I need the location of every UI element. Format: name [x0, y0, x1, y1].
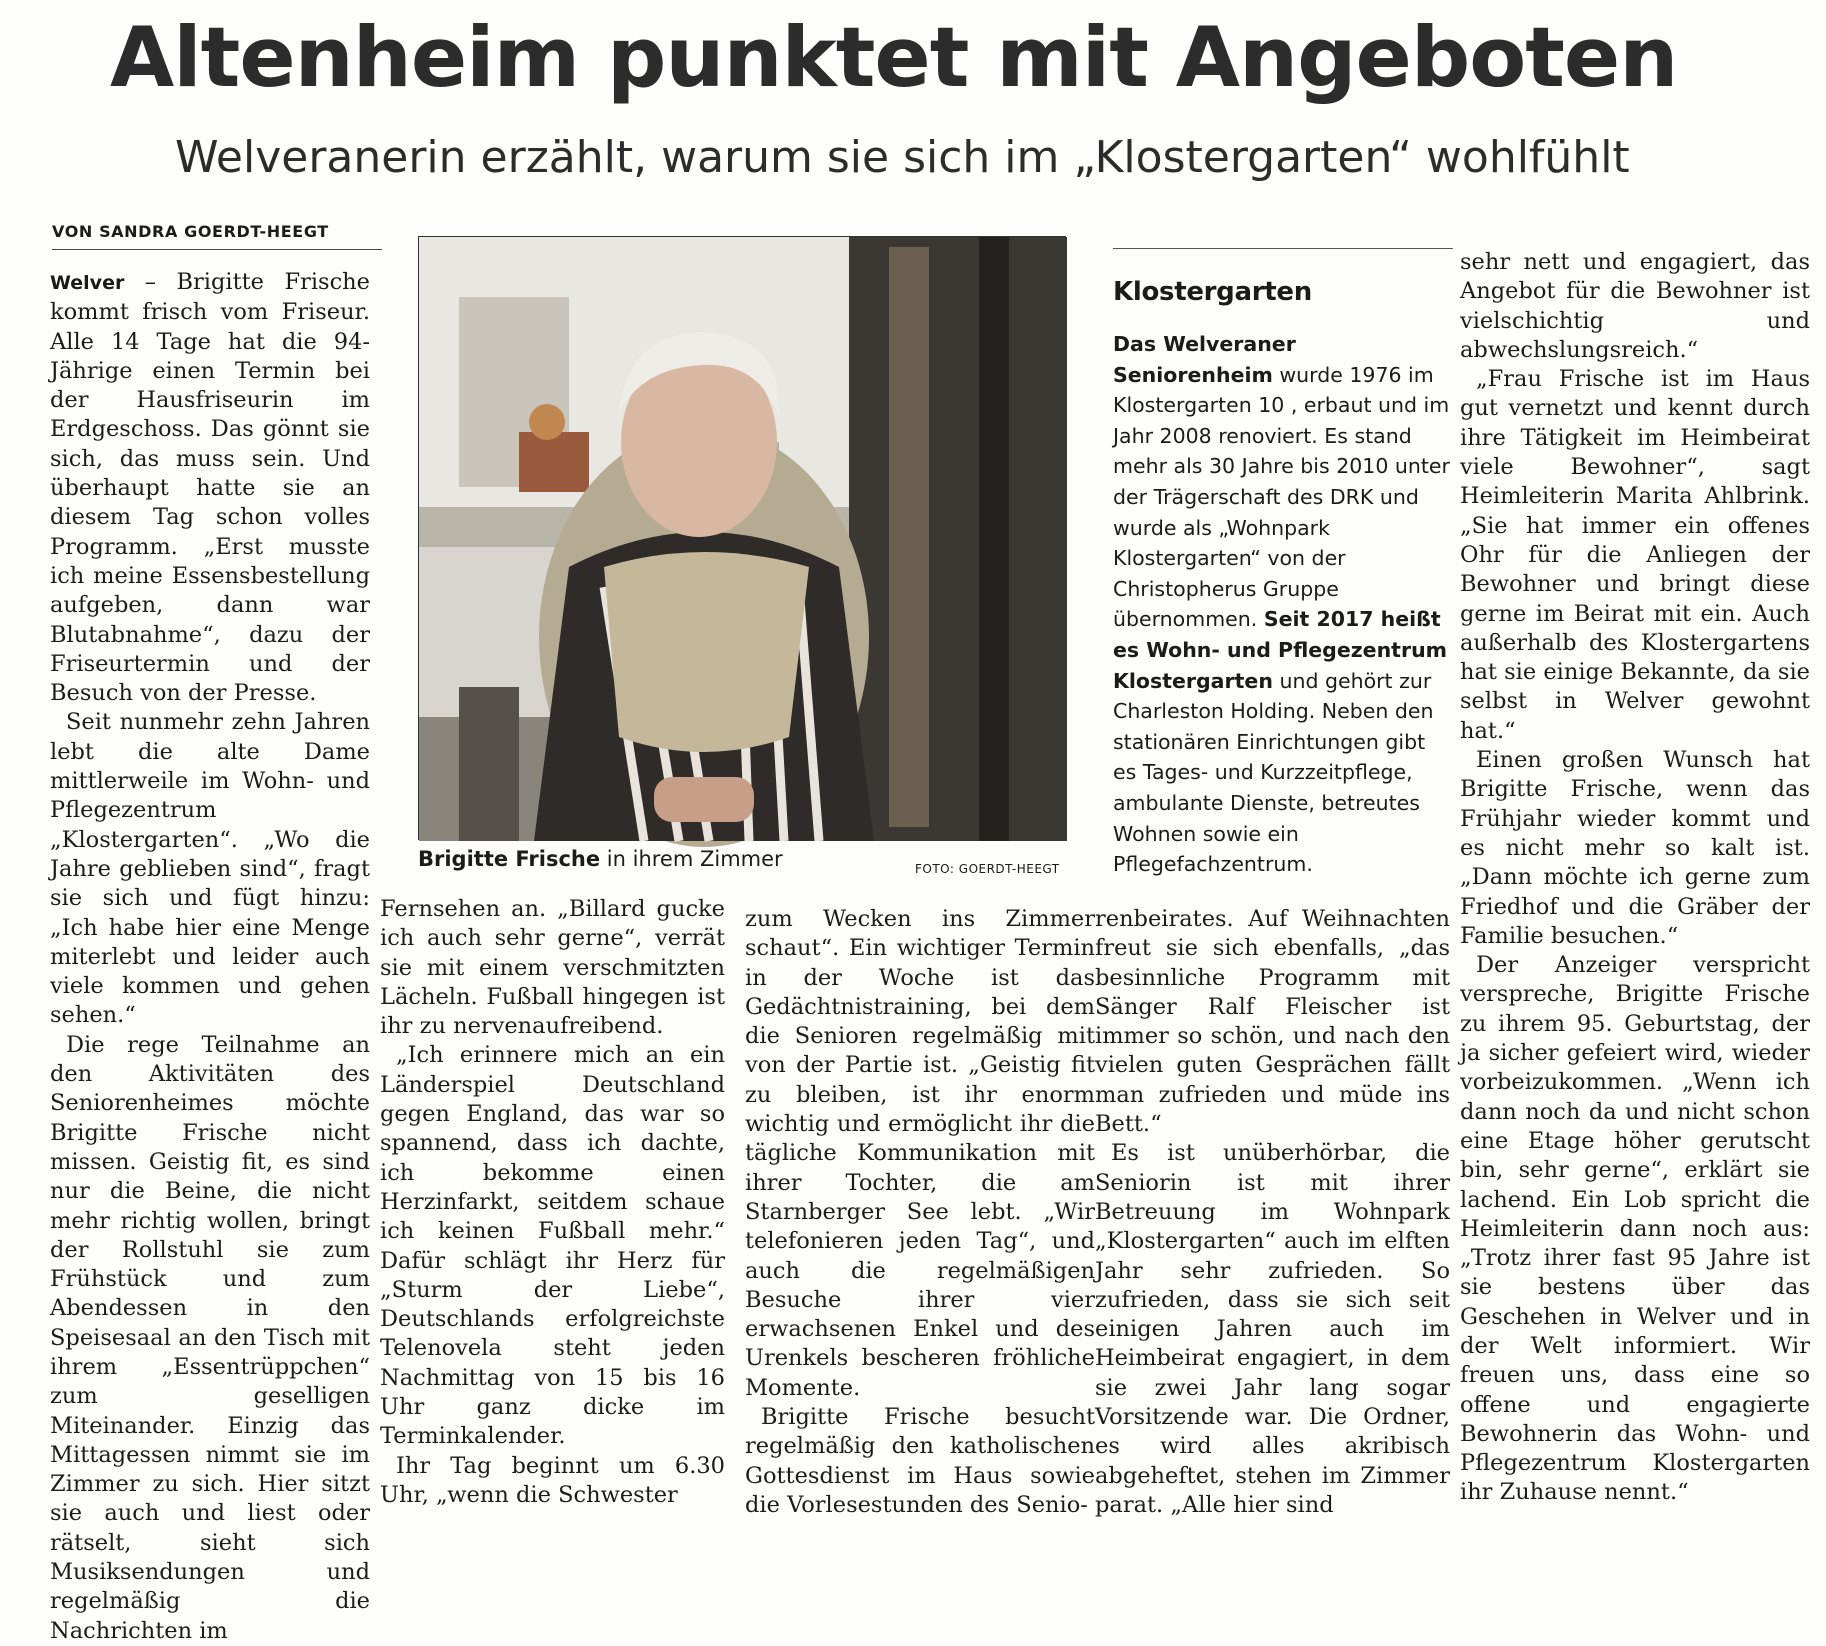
article-column-4	[1095, 905, 1450, 1520]
paragraph: Seit nunmehr zehn Jahren lebt die alte Dame mittlerweile im Wohn- und Pflegezentrum „Klostergarten“. „Wo die Jahre geblieben sind“, fragt sie sich und fügt hinzu: „Ich habe hier eine Menge miterlebt und leider auch viele kommen und gehen sehen.“	[50, 709, 370, 1029]
info-box-text: und gehört zur Charleston Holding. Neben den stationären Einrichtungen gibt es Tages- und Kurzzeitpflege, ambulante Dienste, betreutes Wohnen sowie ein Pflegefachzentrum.	[1113, 668, 1434, 877]
paragraph: – Brigitte Frische kommt frisch vom Friseur. Alle 14 Tage hat die 94-Jährige einen Termin bei der Hausfriseurin im Erdgeschoss. Das gönnt sie sich, das muss sein. Und überhaupt hatte sie an diesem Tag schon volles Programm. „Erst musste ich meine Essensbestellung aufgeben, dann war Blutabnahme“, dazu der Friseurtermin und der Besuch von der Presse.	[50, 269, 370, 707]
article-column-1	[50, 268, 370, 1644]
paragraph: Ihr Tag beginnt um 6.30 Uhr, „wenn die Schwester	[380, 1452, 725, 1508]
article-column-3	[745, 905, 1095, 1520]
photo-credit: FOTO: GOERDT-HEEGT	[915, 862, 1060, 876]
paragraph: „Ich erinnere mich an ein Länderspiel Deutschland gegen England, das war so spannend, dass ich dachte, ich bekomme einen Herzinfarkt, seitdem schaue ich keinen Fußball mehr.“ Dafür schlägt ihr Herz für „Sturm der Liebe“, Deutschlands erfolgreichste Telenovela steht jeden Nachmittag von 15 bis 16 Uhr ganz dicke im Terminkalender.	[380, 1042, 725, 1450]
paragraph: Fernsehen an. „Billard gucke ich auch sehr gerne“, verrät sie mit einem verschmitzten Lächeln. Fußball hingegen ist ihr zu nervenaufreibend.	[380, 896, 725, 1040]
byline: VON SANDRA GOERDT-HEEGT	[52, 220, 382, 250]
paragraph: Es ist unüberhörbar, die Seniorin ist mit ihrer Betreuung im Wohnpark „Klostergarten“ auch im elften Jahr sehr zufrieden. So zufrieden, dass sie sich seit einigen Jahren auch im Heimbeirat engagiert, in dem sie zwei Jahr lang sogar Vorsitzende war. Die Ordner, es wird alles akribisch abgeheftet, stehen im Zimmer parat. „Alle hier sind	[1095, 1140, 1450, 1518]
caption-name: Brigitte Frische	[418, 847, 601, 871]
paragraph: Einen großen Wunsch hat Brigitte Frische, wenn das Frühjahr wieder kommt und es nicht mehr so kalt ist. „Dann möchte ich gerne zum Friedhof und die Gräber der Familie besuchen.“	[1460, 747, 1810, 949]
paragraph: sehr nett und engagiert, das Angebot für die Bewohner ist vielschichtig und abwechslungsreich.“	[1460, 249, 1810, 363]
article-subheadline: Welveranerin erzählt, warum sie sich im „Klostergarten“ wohlfühlt	[175, 132, 1630, 183]
info-box-body	[1113, 329, 1453, 880]
paragraph: renbeirates. Auf Weihnachten freut sie sich ebenfalls, „das besinnliche Programm mit Sänger Ralf Fleischer ist immer so schön, und nach den vielen guten Gesprächen fällt man zufrieden und müde ins Bett.“	[1095, 906, 1450, 1138]
caption-text: in ihrem Zimmer	[600, 847, 783, 871]
article-photo	[418, 236, 1066, 840]
article-column-2	[380, 895, 725, 1515]
paragraph: Die rege Teilnahme an den Aktivitäten des Seniorenheimes möchte Brigitte Frische nicht missen. Geistig fit, es sind nur die Beine, die nicht mehr richtig wollen, bringt der Rollstuhl sie zum Frühstück und zum Abendessen in den Speisesaal an den Tisch mit ihrem „Essentrüppchen“ zum geselligen Miteinander. Einzig das Mittagessen nimmt sie im Zimmer zu sich. Hier sitzt sie auch und liest oder rätselt, sieht sich Musiksendungen und regelmäßig die Nachrichten im	[50, 1031, 370, 1644]
info-box-title: Klostergarten	[1113, 277, 1312, 307]
paragraph: zum Wecken ins Zimmer schaut“. Ein wichtiger Termin in der Woche ist das Gedächtnistraining, bei dem die Senioren regelmäßig mit von der Partie ist. „Geistig fit zu bleiben, ist ihr enorm wichtig und ermöglicht ihr die tägliche Kommunikation mit ihrer Tochter, die am Starnberger See lebt. „Wir telefonieren jeden Tag“, und auch die regelmäßigen Besuche ihrer vier erwachsenen Enkel und des Urenkels bescheren fröhliche Momente.	[745, 906, 1095, 1401]
info-box-bold: Das Welveraner Seniorenheim	[1113, 332, 1296, 387]
paragraph: „Frau Frische ist im Haus gut vernetzt und kennt durch ihre Tätigkeit im Heimbeirat viele Bewohner“, sagt Heimleiterin Marita Ahlbrink. „Sie hat immer ein offenes Ohr für die Anliegen der Bewohner und bringt diese gerne im Beirat mit ein. Auch außerhalb des Klostergartens hat sie einige Bekannte, da sie selbst in Welver gewohnt hat.“	[1460, 366, 1810, 744]
photo-caption	[418, 845, 888, 873]
info-box-text: wurde 1976 im Klostergarten 10 , erbaut und im Jahr 2008 renoviert. Es stand mehr als 30 Jahre bis 2010 unter der Trägerschaft des DRK und wurde als „Wohnpark Klostergarten“ von der Christopherus Gruppe übernommen.	[1113, 362, 1450, 632]
paragraph: Der Anzeiger verspricht verspreche, Brigitte Frische zu ihrem 95. Geburtstag, der ja sicher gefeiert wird, wieder vorbeizukommen. „Wenn ich dann noch da und nicht schon eine Etage höher gerutscht bin, sehr gerne“, erklärt sie lachend. Ein Lob spricht die Heimleiterin dann noch aus: „Trotz ihrer fast 95 Jahre ist sie bestens über das Geschehen in Welver und in der Welt informiert. Wir freuen uns, dass eine so offene und engagierte Bewohnerin das Wohn- und Pflegezentrum Klostergarten ihr Zuhause nennt.“	[1460, 952, 1810, 1506]
info-box-bold: Seit 2017 heißt es Wohn- und Pflegezentrum Klostergarten	[1113, 607, 1448, 693]
dateline: Welver	[50, 272, 125, 294]
paragraph: Brigitte Frische besucht regelmäßig den katholischen Gottesdienst im Haus sowie die Vorlesestunden des Senio-	[745, 1404, 1095, 1518]
article-headline: Altenheim punktet mit Angeboten	[110, 9, 1678, 106]
article-column-5	[1460, 248, 1810, 1518]
info-box	[1113, 248, 1453, 877]
